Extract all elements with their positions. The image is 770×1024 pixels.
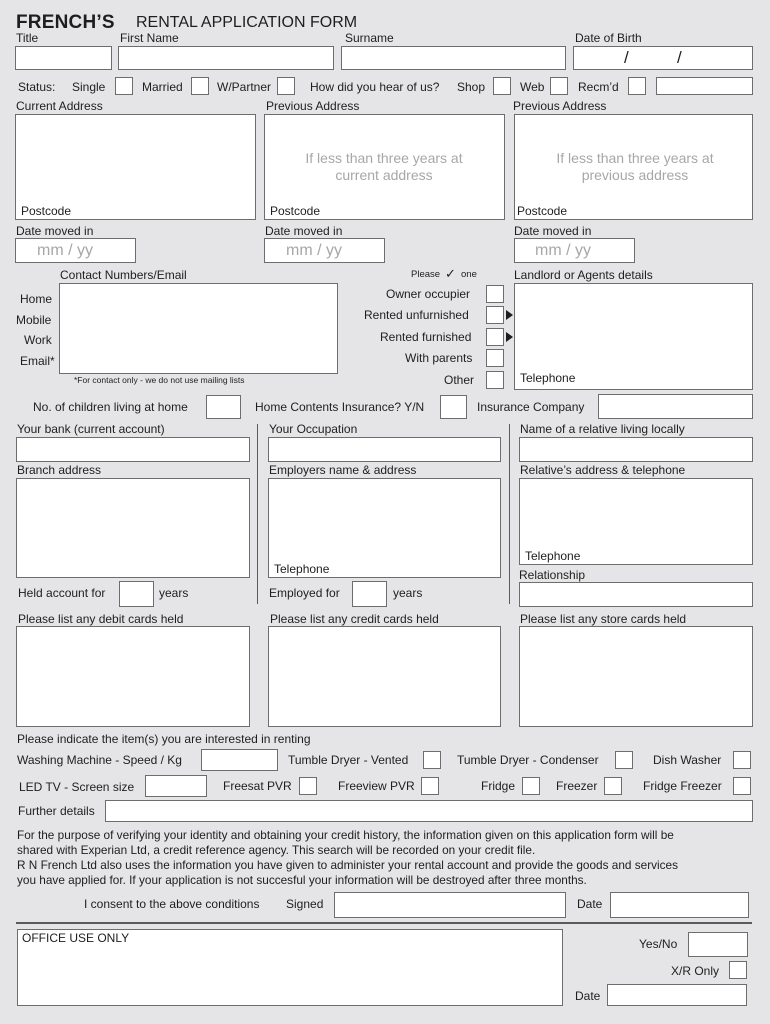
rented-furnished-checkbox[interactable]	[486, 328, 504, 346]
office-date-field[interactable]	[607, 984, 747, 1006]
date-moved-placeholder-3: mm / yy	[535, 242, 591, 259]
insurance-company-field[interactable]	[598, 394, 753, 419]
previous-address-label-1: Previous Address	[266, 99, 360, 113]
other-checkbox[interactable]	[486, 371, 504, 389]
arrow-right-icon	[506, 332, 513, 342]
dish-washer-checkbox[interactable]	[733, 751, 751, 769]
dob-label: Date of Birth	[575, 31, 642, 45]
column-divider	[257, 424, 258, 604]
office-xr-checkbox[interactable]	[729, 961, 747, 979]
current-address-label: Current Address	[16, 99, 103, 113]
contact-work-label: Work	[24, 333, 52, 347]
washing-speed-field[interactable]	[201, 749, 278, 771]
separator-rule	[16, 922, 752, 924]
consent-date-label: Date	[577, 897, 603, 911]
relationship-label: Relationship	[519, 568, 586, 582]
column-divider	[509, 424, 510, 604]
previous-address-label-2: Previous Address	[513, 99, 607, 113]
children-label: No. of children living at home	[33, 400, 188, 414]
children-field[interactable]	[206, 395, 241, 419]
held-years-label: years	[159, 586, 189, 600]
freeview-label: Freeview PVR	[338, 779, 415, 793]
recmd-name-field[interactable]	[656, 77, 753, 95]
dob-separator-2: /	[677, 48, 682, 67]
bank-label: Your bank (current account)	[17, 422, 165, 436]
terms-line-3: R N French Ltd also uses the information you have given to administer your rental account and provide the goods and services	[17, 858, 678, 872]
fridge-checkbox[interactable]	[522, 777, 540, 795]
dryer-condenser-label: Tumble Dryer - Condenser	[457, 753, 599, 767]
hear-web-checkbox[interactable]	[550, 77, 568, 95]
relative-telephone-label: Telephone	[525, 549, 581, 563]
dryer-condenser-checkbox[interactable]	[615, 751, 633, 769]
employer-telephone-label: Telephone	[274, 562, 330, 576]
hear-recmd-label: Recm’d	[578, 80, 619, 94]
terms-line-4: you have applied for. If your application is not succesful your information will be destroyed after three months.	[17, 873, 587, 887]
dish-washer-label: Dish Washer	[653, 753, 722, 767]
contact-note: *For contact only - we do not use mailing lists	[74, 375, 245, 385]
fridge-label: Fridge	[481, 779, 516, 793]
insurance-yn-field[interactable]	[440, 395, 467, 419]
rented-furnished-label: Rented furnished	[380, 330, 472, 344]
relative-name-field[interactable]	[519, 437, 753, 462]
branch-field[interactable]	[16, 478, 250, 578]
debit-cards-label: Please list any debit cards held	[18, 612, 184, 626]
freeview-checkbox[interactable]	[421, 777, 439, 795]
contact-heading: Contact Numbers/Email	[60, 268, 187, 282]
office-date-label: Date	[575, 989, 601, 1003]
office-yes-no-label: Yes/No	[639, 937, 678, 951]
employed-for-field[interactable]	[352, 581, 387, 607]
please-label: Please	[411, 269, 441, 280]
status-label: Status:	[18, 80, 56, 94]
owner-checkbox[interactable]	[486, 285, 504, 303]
dob-field[interactable]	[573, 46, 753, 70]
hear-shop-label: Shop	[457, 80, 486, 94]
brand-logo: FRENCH’S	[16, 12, 115, 33]
hear-recmd-checkbox[interactable]	[628, 77, 646, 95]
surname-label: Surname	[345, 31, 394, 45]
terms-line-1: For the purpose of verifying your identity and obtaining your credit history, the information given on this application form will be	[17, 828, 674, 842]
owner-label: Owner occupier	[386, 287, 471, 301]
form-title: RENTAL APPLICATION FORM	[136, 14, 358, 31]
employer-label: Employers name & address	[269, 463, 417, 477]
credit-cards-field[interactable]	[268, 626, 501, 727]
freesat-label: Freesat PVR	[223, 779, 292, 793]
dryer-vented-label: Tumble Dryer - Vented	[288, 753, 409, 767]
tv-label: LED TV - Screen size	[19, 780, 135, 794]
signature-field[interactable]	[334, 892, 566, 918]
contact-mobile-label: Mobile	[16, 313, 52, 327]
freezer-label: Freezer	[556, 779, 598, 793]
dob-separator-1: /	[624, 48, 629, 67]
insurance-label: Home Contents Insurance? Y/N	[255, 400, 425, 414]
washing-label: Washing Machine - Speed / Kg	[17, 753, 182, 767]
date-moved-label-1: Date moved in	[16, 224, 94, 238]
freesat-checkbox[interactable]	[299, 777, 317, 795]
one-label: one	[461, 269, 477, 280]
relative-name-label: Name of a relative living locally	[520, 422, 685, 436]
rented-unfurnished-label: Rented unfurnished	[364, 308, 469, 322]
debit-cards-field[interactable]	[16, 626, 250, 727]
bank-field[interactable]	[16, 437, 250, 462]
status-partner-checkbox[interactable]	[277, 77, 295, 95]
rented-unfurnished-checkbox[interactable]	[486, 306, 504, 324]
title-field[interactable]	[15, 46, 112, 70]
relative-address-label: Relative’s address & telephone	[520, 463, 686, 477]
contact-home-label: Home	[20, 292, 53, 306]
credit-cards-label: Please list any credit cards held	[270, 612, 439, 626]
occupation-field[interactable]	[268, 437, 501, 462]
date-moved-placeholder-1: mm / yy	[37, 242, 93, 259]
previous-postcode-label-2: Postcode	[517, 204, 568, 218]
office-yes-no-field[interactable]	[688, 932, 748, 957]
employed-years-label: years	[393, 586, 423, 600]
consent-date-field[interactable]	[610, 892, 749, 918]
held-account-field[interactable]	[119, 581, 154, 607]
contact-field[interactable]	[59, 283, 338, 374]
date-moved-placeholder-2: mm / yy	[286, 242, 342, 259]
freezer-checkbox[interactable]	[604, 777, 622, 795]
previous-postcode-label-1: Postcode	[270, 204, 321, 218]
held-account-label: Held account for	[18, 586, 106, 600]
further-details-field[interactable]	[105, 800, 753, 822]
contact-email-label: Email*	[20, 354, 55, 368]
office-use-label: OFFICE USE ONLY	[22, 931, 130, 945]
landlord-label: Landlord or Agents details	[514, 268, 653, 282]
branch-label: Branch address	[17, 463, 102, 477]
dryer-vented-checkbox[interactable]	[423, 751, 441, 769]
occupation-label: Your Occupation	[269, 422, 358, 436]
other-label: Other	[444, 373, 475, 387]
tv-size-field[interactable]	[145, 775, 207, 797]
fridge-freezer-checkbox[interactable]	[733, 777, 751, 795]
store-cards-label: Please list any store cards held	[520, 612, 687, 626]
current-postcode-label: Postcode	[21, 204, 72, 218]
store-cards-field[interactable]	[519, 626, 753, 727]
hear-web-label: Web	[520, 80, 545, 94]
fridge-freezer-label: Fridge Freezer	[643, 779, 722, 793]
further-details-label: Further details	[18, 804, 95, 818]
insurance-company-label: Insurance Company	[477, 400, 585, 414]
hear-shop-checkbox[interactable]	[493, 77, 511, 95]
previous-address-hint-2: If less than three years at previous address	[556, 150, 714, 183]
with-parents-label: With parents	[405, 351, 473, 365]
date-moved-label-2: Date moved in	[265, 224, 343, 238]
first-name-label: First Name	[120, 31, 179, 45]
office-xr-label: X/R Only	[671, 964, 720, 978]
consent-label: I consent to the above conditions	[84, 897, 260, 911]
title-label: Title	[16, 31, 39, 45]
arrow-right-icon	[506, 310, 513, 320]
tick-icon: ✓	[445, 266, 456, 281]
landlord-telephone-label: Telephone	[520, 371, 576, 385]
hear-label: How did you hear of us?	[310, 80, 440, 94]
with-parents-checkbox[interactable]	[486, 349, 504, 367]
items-heading: Please indicate the item(s) you are interested in renting	[17, 732, 311, 746]
status-married-checkbox[interactable]	[191, 77, 209, 95]
surname-field[interactable]	[341, 46, 566, 70]
status-single-checkbox[interactable]	[115, 77, 133, 95]
previous-address-hint-1: If less than three years at current address	[305, 150, 463, 183]
employed-for-label: Employed for	[269, 586, 340, 600]
signed-label: Signed	[286, 897, 324, 911]
relationship-field[interactable]	[519, 582, 753, 607]
status-married-label: Married	[142, 80, 183, 94]
status-single-label: Single	[72, 80, 106, 94]
date-moved-label-3: Date moved in	[514, 224, 592, 238]
first-name-field[interactable]	[118, 46, 334, 70]
status-partner-label: W/Partner	[217, 80, 272, 94]
terms-line-2: shared with Experian Ltd, a credit reference agency. This search will be recorded on your credit file.	[17, 843, 536, 857]
